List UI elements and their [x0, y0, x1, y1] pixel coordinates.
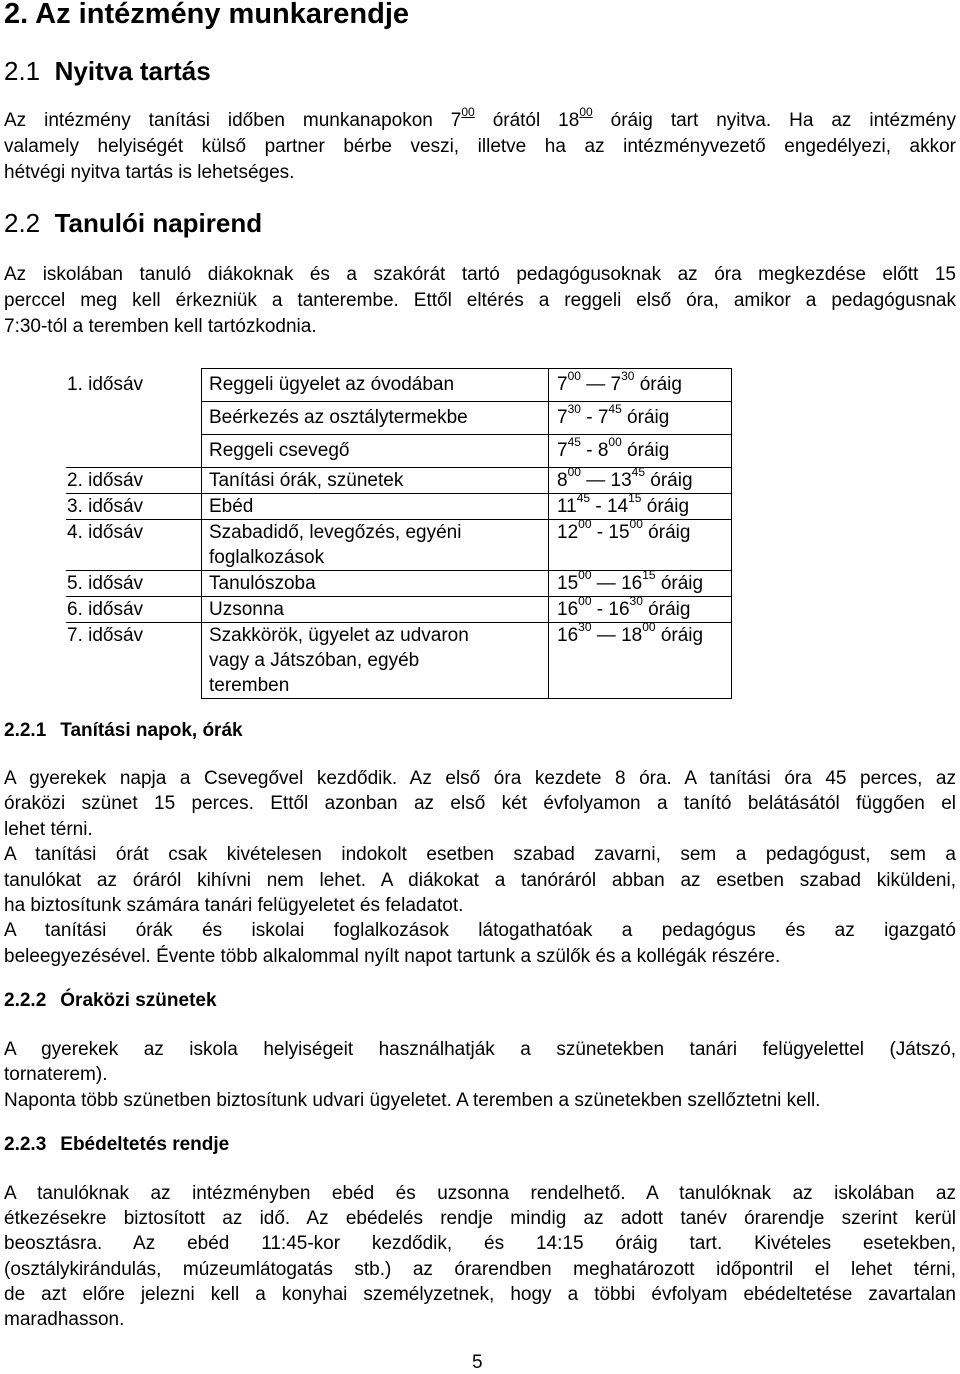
- section-number: 2.2: [4, 208, 41, 238]
- table-row: [66, 369, 732, 402]
- time-cell: [549, 465, 732, 494]
- slot-cell: 3. idősáv: [66, 494, 202, 520]
- text-run: 14: [606, 496, 629, 517]
- text-run: 8: [597, 440, 609, 461]
- text-run: óráig: [642, 522, 691, 543]
- activity-cell: Tanítási órák, szünetek: [202, 468, 549, 494]
- table-row: [66, 435, 732, 468]
- section-2-1-heading: [4, 56, 211, 87]
- superscript: 00: [567, 465, 581, 479]
- activity-cell: Uzsonna: [202, 597, 549, 623]
- slot-cell: 1. idősáv: [67, 373, 144, 395]
- text-run: —: [580, 470, 611, 491]
- superscript: 00: [629, 517, 643, 531]
- paragraph-line: perccel meg kell érkezniük a tanterembe. Ettől eltérés a reggeli első óra, amikor a pedagógusnak: [4, 290, 956, 311]
- section-number: 2.2.3: [4, 1134, 47, 1155]
- text-run: 11: [557, 496, 577, 517]
- paragraph-line: valamely helyiségét külső partner bérbe veszi, illetve ha az intézményvezető engedélyezi, akkor: [4, 136, 956, 157]
- section-2-2-1-heading: [4, 720, 243, 742]
- text-run: —: [591, 573, 622, 594]
- paragraph-line: Az iskolában tanuló diákoknak és a szakórát tartó pedagógusoknak az óra megkezdése előtt 15: [4, 264, 956, 285]
- activity-cell: [202, 623, 549, 699]
- text-run: 15: [608, 522, 630, 543]
- chapter-heading: [4, 0, 409, 31]
- text-run: óráig: [621, 407, 670, 428]
- paragraph-line: (osztálykirándulás, múzeumlátogatás stb.) az órarendben meghatározott időpontril el lehet térni,: [4, 1258, 956, 1280]
- text-run: óráig: [655, 625, 704, 646]
- activity-cell: Beérkezés az osztálytermekbe: [202, 402, 549, 435]
- superscript: 00: [578, 517, 592, 531]
- chapter-title: Az intézmény munkarendje: [35, 0, 410, 30]
- table-row: [66, 571, 732, 597]
- time-cell: [549, 435, 732, 468]
- text-run: óráig tart nyitva. Ha az intézmény: [592, 110, 956, 131]
- text-run: óráig: [634, 374, 682, 395]
- text-run: -: [591, 522, 609, 543]
- text-run: 13: [610, 470, 632, 491]
- text-run: 8: [557, 470, 568, 491]
- superscript: 45: [576, 491, 591, 505]
- text-run: 7: [597, 407, 609, 428]
- section-2-2-heading: [4, 208, 262, 239]
- text-run: 7: [610, 374, 622, 395]
- section-number: 2.1: [4, 56, 41, 86]
- time-cell: [549, 620, 732, 699]
- paragraph-line: 7:30-tól a teremben kell tartózkodnia.: [4, 316, 317, 337]
- daily-schedule-table: [66, 368, 732, 699]
- section-2-2-2-heading: [4, 990, 217, 1012]
- time-cell: [549, 491, 732, 520]
- paragraph-line: [4, 105, 956, 134]
- paragraph-line: Naponta több szünetben biztosítunk udvari ügyeletet. A teremben a szünetekben szellőztetni kell.: [4, 1089, 821, 1111]
- section-2-2-2-paragraph: [4, 1037, 956, 1113]
- paragraph-line: étkezésekre biztosított az idő. Az ebédelés rendje mindig az adott tanév órarendje szerint kerül: [4, 1208, 956, 1230]
- superscript: 15: [628, 491, 642, 505]
- table-row: [66, 468, 732, 494]
- superscript: 45: [631, 465, 645, 479]
- table-row: [66, 494, 732, 520]
- text-run: teremben: [209, 675, 290, 696]
- text-run: 16: [621, 573, 643, 594]
- text-run: 16: [608, 599, 630, 620]
- paragraph-line: A tanítási órát csak kivételesen indokolt esetben szabad zavarni, sem a pedagógust, sem a: [4, 844, 956, 866]
- section-number: 2.2.1: [4, 720, 47, 741]
- superscript: 00: [642, 620, 656, 634]
- activity-cell: Reggeli ügyelet az óvodában: [202, 369, 549, 402]
- paragraph-line: A gyerekek napja a Csevegővel kezdődik. Az első óra kezdete 8 óra. A tanítási óra 45 perces, az: [4, 768, 956, 789]
- slot-cell: 4. idősáv: [66, 520, 202, 571]
- section-title: Óraközi szünetek: [60, 990, 217, 1011]
- section-title: Nyitva tartás: [54, 56, 211, 86]
- activity-cell: Ebéd: [202, 494, 549, 520]
- slot-cell: 6. idősáv: [66, 597, 202, 623]
- superscript: 00: [608, 435, 622, 449]
- section-2-2-3-heading: [4, 1134, 229, 1156]
- time-cell: [549, 568, 732, 597]
- table-row: [66, 520, 732, 571]
- paragraph-line: hétvégi nyitva tartás is lehetséges.: [4, 162, 295, 183]
- paragraph-line: lehet térni.: [4, 818, 93, 840]
- text-run: —: [580, 374, 611, 395]
- table-row: [66, 402, 732, 435]
- text-run: —: [591, 625, 622, 646]
- slot-cell: 7. idősáv: [66, 623, 202, 699]
- table-row: [66, 623, 732, 699]
- superscript: 30: [578, 620, 592, 634]
- text-run: -: [591, 599, 609, 620]
- chapter-number: 2.: [4, 0, 29, 30]
- text-run: óráig: [621, 440, 670, 461]
- text-run: Az intézmény tanítási időben munkanapokon 7: [4, 110, 462, 131]
- superscript: 00: [578, 568, 592, 582]
- text-run: 16: [557, 599, 579, 620]
- section-title: Tanulói napirend: [54, 208, 263, 238]
- text-run: -: [590, 496, 607, 517]
- slot-cell: [66, 435, 202, 468]
- slot-cell: 5. idősáv: [66, 571, 202, 597]
- superscript: 30: [629, 594, 643, 608]
- paragraph-line: maradhasson.: [4, 1309, 125, 1331]
- page-number: 5: [472, 1352, 483, 1373]
- paragraph-line: de azt előre jelezni kell a konyhai személyzetnek, hogy a többi évfolyam ebédeltetése zavartalan: [4, 1283, 956, 1305]
- text-run: 7: [557, 440, 568, 461]
- paragraph-line: beleegyezésével. Évente több alkalommal nyílt napot tartunk a szülők és a kollégák részére.: [4, 945, 781, 967]
- paragraph-line: óraközi szünet 15 perces. Ettől azonban az első két évfolyamon a tanító belátásától függően el: [4, 793, 956, 815]
- superscript: 30: [567, 402, 581, 416]
- text-run: 16: [557, 625, 579, 646]
- superscript: 00: [579, 105, 593, 119]
- text-run: 18: [621, 625, 643, 646]
- text-run: óráig: [655, 573, 704, 594]
- text-run: óráig: [641, 496, 690, 517]
- slot-cell: 2. idősáv: [66, 468, 202, 494]
- text-run: Szakkörök, ügyelet az udvaron: [209, 625, 469, 646]
- superscript: 45: [608, 402, 622, 416]
- activity-cell: [202, 520, 549, 571]
- superscript: 00: [578, 594, 592, 608]
- text-run: 12: [557, 522, 579, 543]
- paragraph-line: A tanulóknak az intézményben ebéd és uzsonna rendelhető. A tanulóknak az iskolában az: [4, 1183, 956, 1204]
- paragraph-line: A gyerekek az iskola helyiségeit használhatják a szünetekben tanári felügyelettel (Játszó,: [4, 1039, 956, 1060]
- paragraph-line: ha biztosítunk számára tanári felügyeletet és feladatot.: [4, 895, 464, 917]
- section-2-2-3-paragraph: [4, 1181, 956, 1332]
- text-run: 7: [557, 374, 568, 395]
- section-title: Tanítási napok, órák: [60, 720, 243, 741]
- superscript: 00: [567, 369, 581, 383]
- text-run: vagy a Játszóban, egyéb: [209, 650, 420, 671]
- superscript: 30: [621, 369, 635, 383]
- time-cell: [549, 594, 732, 623]
- text-run: óráig: [642, 599, 691, 620]
- paragraph-line: beosztásra. Az ebéd 11:45-kor kezdődik, és 14:15 óráig tart. Kivételes esetekben,: [4, 1233, 956, 1255]
- section-number: 2.2.2: [4, 990, 47, 1011]
- section-title: Ebédeltetés rendje: [60, 1134, 230, 1155]
- text-run: foglalkozások: [209, 547, 325, 568]
- activity-cell: Reggeli csevegő: [202, 435, 549, 468]
- text-run: órától 18: [474, 110, 580, 131]
- text-run: óráig: [645, 470, 693, 491]
- paragraph-line: tornaterem).: [4, 1064, 108, 1086]
- time-cell: [549, 517, 732, 571]
- time-cell: [549, 402, 732, 435]
- table-row: [66, 597, 732, 623]
- text-run: -: [580, 407, 598, 428]
- time-cell: [549, 369, 732, 402]
- section-2-2-paragraph: [4, 262, 956, 340]
- text-run: 7: [557, 407, 568, 428]
- paragraph-line: A tanítási órák és iskolai foglalkozások látogathatóak a pedagógus és az igazgató: [4, 920, 956, 942]
- slot-cell: [66, 402, 202, 435]
- activity-cell: Tanulószoba: [202, 571, 549, 597]
- text-run: 15: [557, 573, 579, 594]
- superscript: 15: [642, 568, 656, 582]
- superscript: 00: [461, 105, 475, 119]
- text-run: -: [580, 440, 598, 461]
- section-2-1-paragraph: [4, 105, 956, 186]
- superscript: 45: [567, 435, 581, 449]
- section-2-2-1-paragraph: [4, 766, 956, 969]
- text-run: Szabadidő, levegőzés, egyéni: [209, 522, 462, 543]
- paragraph-line: tanulókat az óráról kihívni nem lehet. A diákokat a tanóráról abban az esetben szabad kiküldeni,: [4, 869, 956, 891]
